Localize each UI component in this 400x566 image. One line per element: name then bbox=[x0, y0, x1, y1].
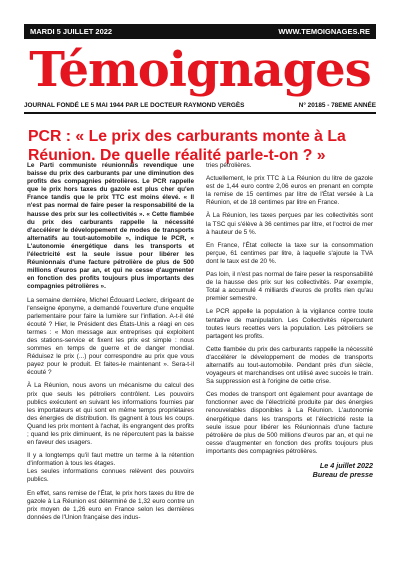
masthead-logo: Témoignages bbox=[29, 42, 371, 98]
article-paragraph: Actuellement, le prix TTC à La Réunion du litre de gazole est de 1,44 euro contre 2,06 euros en prenant en compte la remise de 15 centimes par litre de l'État versée à La Réunion, et de 18 centimes par litre en France. bbox=[206, 175, 373, 207]
founded-line: JOURNAL FONDÉ LE 5 MAI 1944 PAR LE DOCTEUR RAYMOND VERGÈS bbox=[24, 102, 245, 109]
article-paragraph: En France, l'État collecte la taxe sur la consommation perçue, 61 centimes par litre, à laquelle s'ajoute la TVA dont le taux est de 20 %. bbox=[206, 241, 373, 265]
signature-date: Le 4 juillet 2022 bbox=[319, 461, 373, 470]
article-column-left bbox=[27, 162, 194, 527]
article-paragraph: Cette flambée du prix des carburants rappelle la nécessité d'accélérer le développement de modes de transports alternatifs au tout-automobile. Pendant près d'un siècle, voyageurs et marchandises ont utilisé avec succès le train. Sa suppression est à l'origine de cette crise. bbox=[206, 345, 373, 386]
article-paragraph: Ces modes de transport ont également pour avantage de fonctionner avec de l'électricité produite par des énergies renouvelables disponibles à La Réunion. L'autonomie énergétique dans les transports et l'électricité reste la seule issue pour libérer les Réunionnais d'une facture pétrolière de plus de 500 millions d'euros par an, et qui ne cesse d'augmenter en fonction des profits toujours plus importants des compagnies pétrolières. bbox=[206, 391, 373, 455]
top-bar bbox=[24, 24, 376, 39]
article-paragraph: En effet, sans remise de l'État, le prix hors taxes du litre de gazole à La Réunion est déterminé de 1,32 euro contre un prix moyen de 1,26 euro en France selon les dernières données de l'Union française des indus- bbox=[27, 489, 194, 521]
article-column-right bbox=[206, 162, 373, 479]
article-paragraph: Il y a longtemps qu'il faut mettre un terme à la rétention d'information à tous les étages. bbox=[27, 452, 194, 468]
article-paragraph: Pas loin, il n'est pas normal de faire peser la responsabilité de la hausse des prix sur les collectivités. Par exemple, Total a accumulé 4 milliards d'euros de profits rien qu'au premier semestre. bbox=[206, 271, 373, 303]
article-headline: PCR : « Le prix des carburants monte à La Réunion. De quelle réalité parle-t-on ? » bbox=[28, 127, 346, 164]
publication-info bbox=[24, 102, 376, 112]
article-paragraph: tries pétrolières. bbox=[206, 162, 252, 169]
article-paragraph: À La Réunion, les taxes perçues par les collectivités sont la TSC qui s'élève à 36 centimes par litre, et l'octroi de mer à hauteur de 5 %. bbox=[206, 212, 373, 236]
issue-date: MARDI 5 JUILLET 2022 bbox=[30, 27, 113, 36]
website-link[interactable]: WWW.TEMOIGNAGES.RE bbox=[278, 27, 370, 36]
header-divider bbox=[24, 112, 376, 114]
article-paragraph: À La Réunion, nous avons un mécanisme du calcul des prix que seuls les pétroliers contrôlent. Les pouvoirs publics exécutent en suivant les informations fournies par les importateurs et qui sont en même temps propriétaires des énergies de distribution. Ils gagnent à tous les coups. Quand les prix montent à l'achat, ils engrangent des profits ; quand les prix diminuent, ils ne répercutent pas la baisse en faveur des usagers. bbox=[27, 382, 194, 447]
article-lead: Le Parti communiste réunionnais revendique une baisse du prix des carburants par une diminution des profits des compagnies pétrolières. Le PCR rappelle que le prix hors taxes du gazole est plus cher qu'en France tandis que le prix TTC est moins élevé. « Il n'est pas normal de faire peser la responsabilité de la hausse des prix sur les collectivités ». « Cette flambée du prix des carburants rappelle la nécessité d'accélérer le développement de modes de transports alternatifs au tout-automobile », indique le PCR, « L'autonomie énergétique dans les transports et l'électricité est la seule issue pour libérer les Réunionnais d'une facture pétrolière de plus de 500 millions d'euros par an, et qui ne cesse d'augmenter en fonction des profits toujours plus importants des compagnies pétrolières ». bbox=[27, 162, 194, 291]
signature-author: Bureau de presse bbox=[312, 470, 373, 479]
article-paragraph: Le PCR appelle la population à la vigilance contre toute tentative de manipulation. Les Collectivités répercutent toutes leurs recettes vers la population. Les pétroliers se partagent les profits. bbox=[206, 308, 373, 340]
article-paragraph: Les seules informations connues relèvent des pouvoirs publics. bbox=[27, 468, 194, 484]
issue-number: N° 20185 - 78EME ANNÉE bbox=[298, 102, 376, 109]
article-paragraph: La semaine dernière, Michel Édouard Leclerc, dirigeant de l'enseigne éponyme, a demandé l'ouverture d'une enquête parlementaire pour faire la lumière sur l'inflation. A-t-il été écouté ? Hier, le Président des États-Unis a réagi en ces termes : « Mon message aux entreprises qui exploitent des stations-service et fixent les prix est simple : nous sommes en temps de guerre et de danger mondial. Réduisez le prix (...) pour correspondre au prix que vous payez pour le produit. Et faites-le maintenant ». Sera-t-il écouté ? bbox=[27, 296, 194, 377]
